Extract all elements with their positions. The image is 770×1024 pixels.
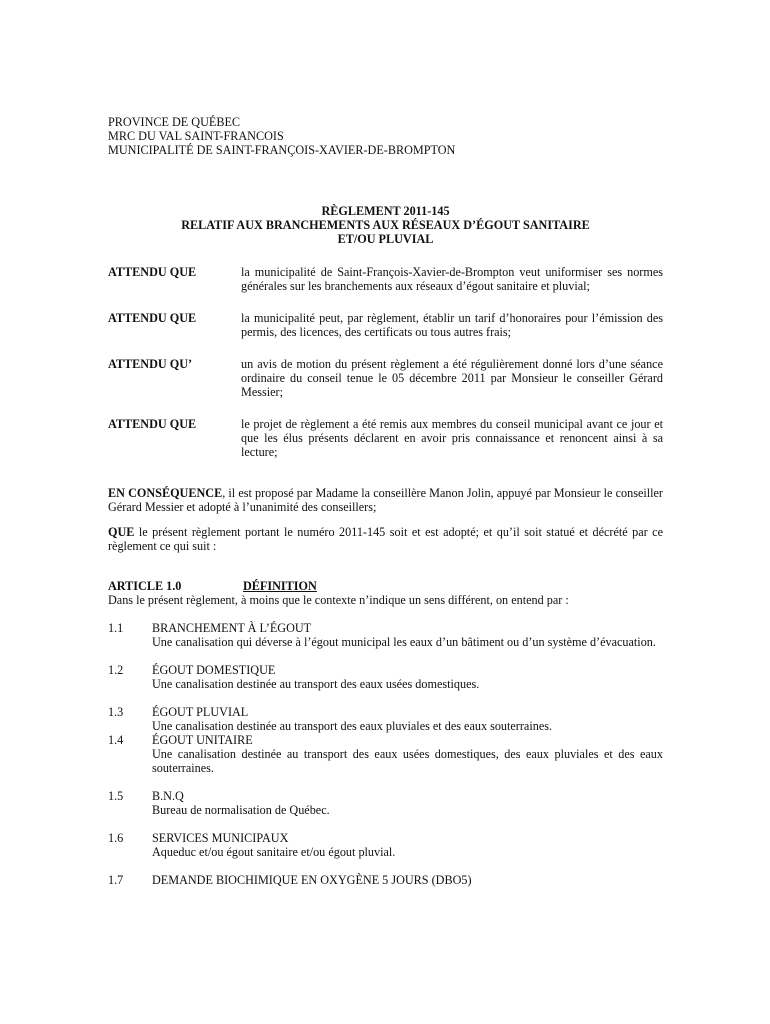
- consequence-text: , il est proposé par Madame la conseillère Manon Jolin, appuyé par Monsieur le conseiller Gérard Messier et adopté à l’unanimité des conseillers;: [108, 486, 663, 514]
- definition-description: Une canalisation destinée au transport des eaux pluviales et des eaux souterraines.: [152, 719, 553, 733]
- consequence-paragraph: [108, 486, 663, 514]
- definition-term: BRANCHEMENT À L’ÉGOUT: [152, 621, 312, 635]
- article-intro: Dans le présent règlement, à moins que le contexte n’indique un sens différent, on entend par :: [108, 593, 569, 607]
- definition-term: B.N.Q: [152, 789, 184, 803]
- definition-number: 1.1: [108, 621, 124, 635]
- attendu-item: [108, 357, 663, 399]
- article-number: ARTICLE 1.0: [108, 579, 182, 593]
- que-text: le présent règlement portant le numéro 2011-145 soit et est adopté; et qu’il soit statué et décrété par ce règlement ce qui suit :: [108, 525, 663, 553]
- attendu-text: la municipalité peut, par règlement, établir un tarif d’honoraires pour l’émission des permis, des licences, des certificats ou tous autres frais;: [241, 311, 663, 339]
- definition-item: [108, 733, 663, 775]
- definition-item: [108, 789, 663, 817]
- definition-number: 1.3: [108, 705, 124, 719]
- que-lead: QUE: [108, 525, 135, 539]
- attendu-item: [108, 417, 663, 459]
- attendu-text: le projet de règlement a été remis aux membres du conseil municipal avant ce jour et que les élus présents déclarent en avoir pris connaissance et renoncent ainsi à sa lecture;: [241, 417, 663, 459]
- article-title: DÉFINITION: [243, 579, 317, 593]
- definition-description: Bureau de normalisation de Québec.: [152, 803, 330, 817]
- definition-item: [108, 663, 663, 691]
- definitions-list: [108, 621, 663, 887]
- definition-number: 1.2: [108, 663, 124, 677]
- attendu-text: un avis de motion du présent règlement a été régulièrement donné lors d’une séance ordinaire du conseil tenue le 05 décembre 2011 par Monsieur le conseiller Gérard Messier;: [241, 357, 663, 399]
- definition-description: Aqueduc et/ou égout sanitaire et/ou égout pluvial.: [152, 845, 396, 859]
- definition-number: 1.4: [108, 733, 124, 747]
- definition-term: DEMANDE BIOCHIMIQUE EN OXYGÈNE 5 JOURS (DBO5): [152, 873, 472, 887]
- title-line: RÈGLEMENT 2011-145: [321, 204, 450, 218]
- definition-item: [108, 621, 663, 649]
- definition-number: 1.7: [108, 873, 124, 887]
- header-block: [108, 115, 663, 157]
- definition-description: Une canalisation destinée au transport des eaux usées domestiques.: [152, 677, 480, 691]
- attendu-label: ATTENDU QU’: [108, 357, 193, 371]
- attendu-list: [108, 265, 663, 459]
- definition-description: Une canalisation destinée au transport des eaux usées domestiques, des eaux pluviales et des eaux souterraines.: [152, 747, 663, 775]
- attendu-item: [108, 265, 663, 293]
- definition-term: ÉGOUT PLUVIAL: [152, 705, 249, 719]
- header-province: PROVINCE DE QUÉBEC: [108, 115, 241, 129]
- document-title: [108, 204, 663, 246]
- attendu-label: ATTENDU QUE: [108, 311, 197, 325]
- attendu-label: ATTENDU QUE: [108, 417, 197, 431]
- header-mrc: MRC DU VAL SAINT-FRANCOIS: [108, 129, 284, 143]
- definition-number: 1.5: [108, 789, 124, 803]
- article-heading: [108, 579, 663, 593]
- title-line: ET/OU PLUVIAL: [337, 232, 434, 246]
- definition-item: [108, 831, 663, 859]
- header-municipality: MUNICIPALITÉ DE SAINT-FRANÇOIS-XAVIER-DE-BROMPTON: [108, 143, 456, 157]
- definition-item: [108, 873, 663, 887]
- title-line: RELATIF AUX BRANCHEMENTS AUX RÉSEAUX D’ÉGOUT SANITAIRE: [181, 218, 590, 232]
- attendu-item: [108, 311, 663, 339]
- attendu-label: ATTENDU QUE: [108, 265, 197, 279]
- definition-term: SERVICES MUNICIPAUX: [152, 831, 289, 845]
- definition-number: 1.6: [108, 831, 124, 845]
- definition-item: [108, 705, 663, 733]
- consequence-lead: EN CONSÉQUENCE: [108, 486, 223, 500]
- document-page: [108, 115, 663, 887]
- que-paragraph: [108, 525, 663, 553]
- definition-term: ÉGOUT UNITAIRE: [152, 733, 253, 747]
- definition-description: Une canalisation qui déverse à l’égout municipal les eaux d’un bâtiment ou d’un système d’évacuation.: [152, 635, 656, 649]
- attendu-text: la municipalité de Saint-François-Xavier-de-Brompton veut uniformiser ses normes générales sur les branchements aux réseaux d’égout sanitaire et pluvial;: [241, 265, 663, 293]
- definition-term: ÉGOUT DOMESTIQUE: [152, 663, 276, 677]
